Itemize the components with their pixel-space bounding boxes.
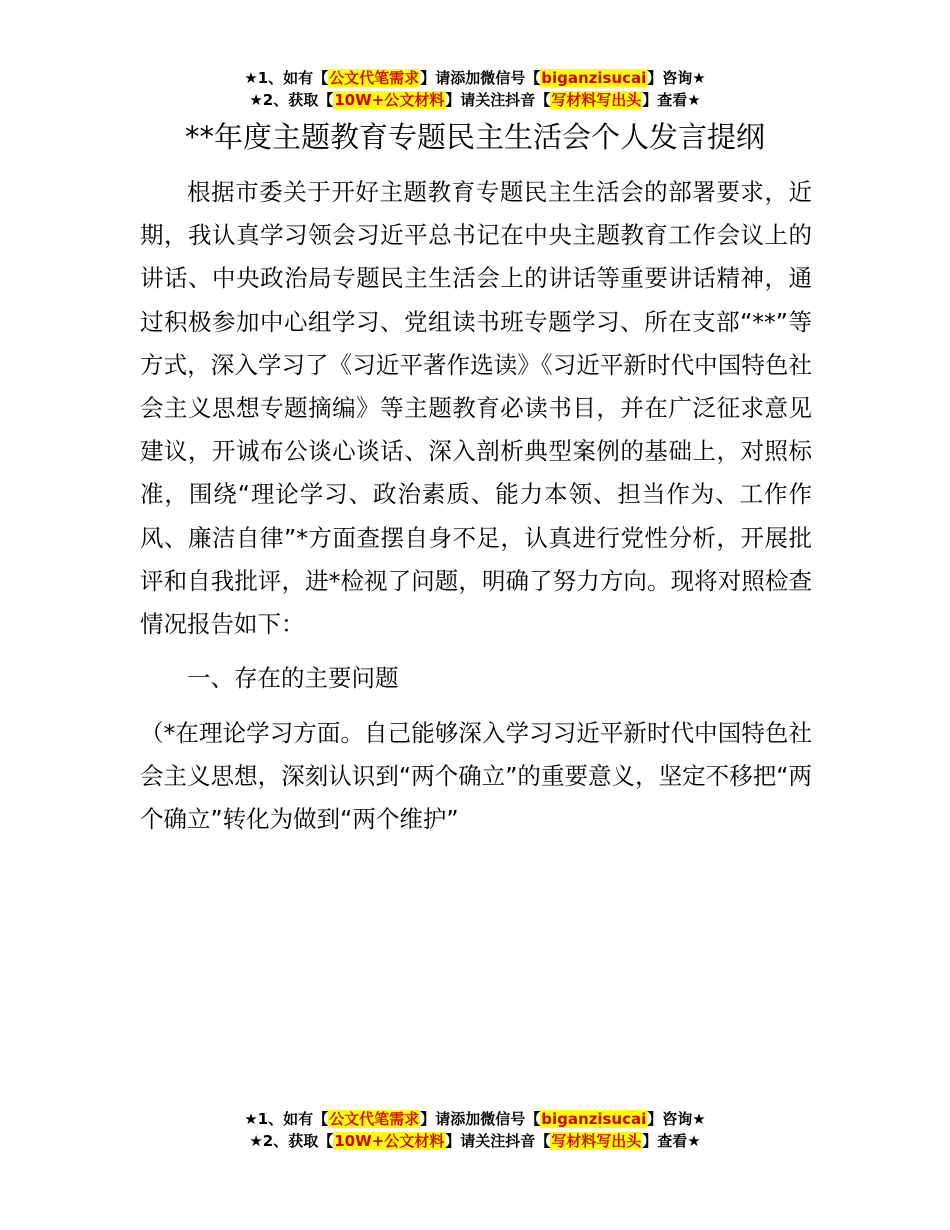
highlight-douyin: 写材料写出头 (551, 91, 642, 109)
highlight-ghostwriting: 公文代笔需求 (329, 1110, 420, 1128)
highlight-wechat-id: biganzisucai (541, 69, 647, 87)
highlight-materials: 10W+公文材料 (334, 1132, 445, 1150)
banner-line-1: ★1、如有【公文代笔需求】请添加微信号【biganzisucai】咨询★ (244, 1110, 706, 1128)
highlight-ghostwriting: 公文代笔需求 (329, 69, 420, 87)
highlight-materials: 10W+公文材料 (334, 91, 445, 109)
header-banner (0, 67, 950, 111)
footer-banner (0, 1108, 950, 1152)
banner-line-1: ★1、如有【公文代笔需求】请添加微信号【biganzisucai】咨询★ (244, 69, 706, 87)
highlight-douyin: 写材料写出头 (551, 1132, 642, 1150)
document-title: **年度主题教育专题民主生活会个人发言提纲 (184, 120, 765, 154)
banner-line-2: ★2、获取【10W+公文材料】请关注抖音【写材料写出头】查看★ (249, 1132, 701, 1150)
highlight-wechat-id: biganzisucai (541, 1110, 647, 1128)
paragraph-intro: 根据市委关于开好主题教育专题民主生活会的部署要求，近期，我认真学习领会习近平总书记在中央主题教育工作会议上的讲话、中央政治局专题民主生活会上的讲话等重要讲话精神，通过积极参加中心组学习、党组读书班专题学习、所在支部“**”等方式，深入学习了《习近平著作选读》《习近平新时代中国特色社会主义思想专题摘编》等主题教育必读书目，并在广泛征求意见建议，开诚布公谈心谈话、深入剖析典型案例的基础上，对照标准，围绕“理论学习、政治素质、能力本领、担当作为、工作作风、廉洁自律”*方面查摆自身不足，认真进行党性分析，开展批评和自我批评，进*检视了问题，明确了努力方向。现将对照检查情况报告如下： (140, 178, 812, 639)
banner-line-2: ★2、获取【10W+公文材料】请关注抖音【写材料写出头】查看★ (249, 91, 701, 109)
paragraph-theory-study: （*在理论学习方面。自己能够深入学习习近平新时代中国特色社会主义思想，深刻认识到“两个确立”的重要意义，坚定不移把“两个确立”转化为做到“两个维护” (140, 719, 812, 834)
section-heading: 一、存在的主要问题 (187, 664, 399, 692)
